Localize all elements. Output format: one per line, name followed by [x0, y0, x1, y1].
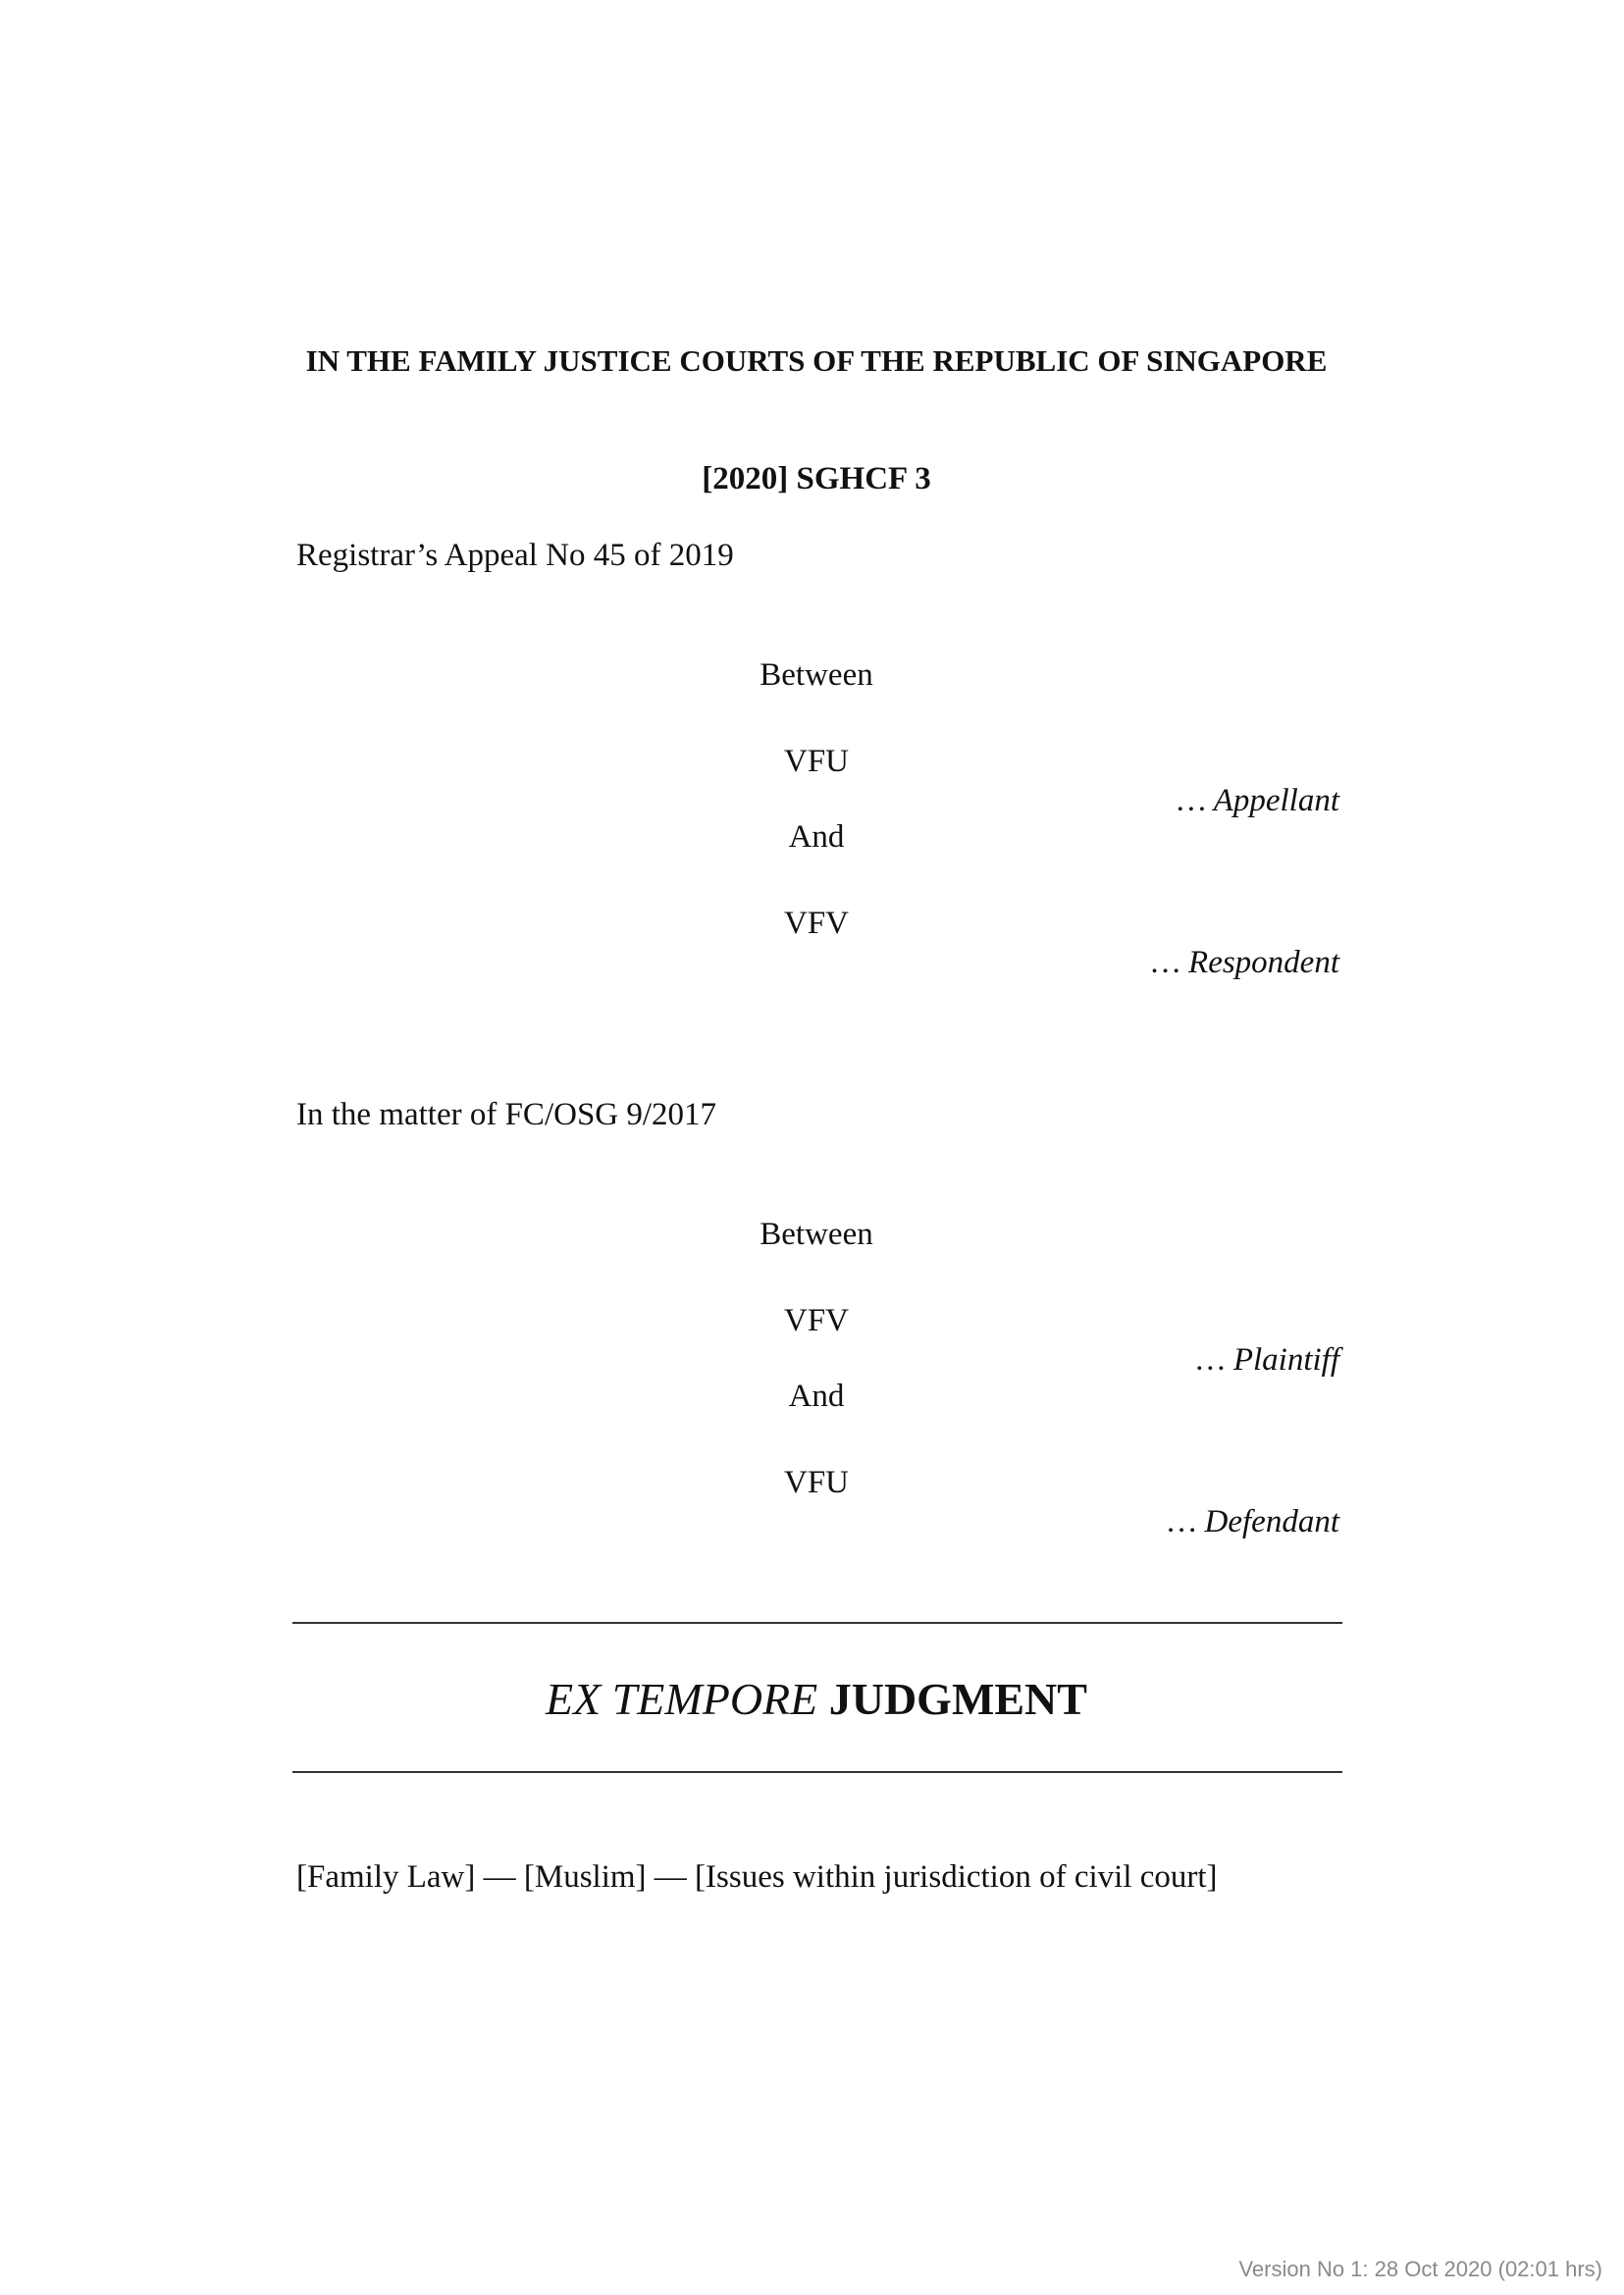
- appeal-between: Between: [760, 657, 873, 693]
- matter-between: Between: [760, 1217, 873, 1252]
- judgment-title-italic: EX TEMPORE: [546, 1674, 818, 1724]
- matter-role-defendant: … Defendant: [1167, 1504, 1339, 1539]
- matter-title: In the matter of FC/OSG 9/2017: [296, 1097, 717, 1132]
- appeal-role-appellant: … Appellant: [1177, 783, 1339, 818]
- divider-top: [292, 1622, 1342, 1624]
- divider-bottom: [292, 1771, 1342, 1773]
- version-stamp: Version No 1: 28 Oct 2020 (02:01 hrs): [1238, 2257, 1602, 2281]
- case-citation: [2020] SGHCF 3: [702, 461, 931, 496]
- appeal-role-respondent: … Respondent: [1151, 945, 1339, 980]
- appeal-party-appellant: VFU: [783, 744, 850, 779]
- judgment-title: [546, 1673, 1087, 1725]
- matter-and: And: [788, 1379, 845, 1414]
- matter-party-defendant: VFU: [783, 1465, 850, 1500]
- judgment-title-bold: JUDGMENT: [828, 1674, 1087, 1724]
- catchwords: [Family Law] — [Muslim] — [Issues within jurisdiction of civil court]: [296, 1859, 1218, 1895]
- appeal-party-respondent: VFV: [783, 906, 850, 941]
- appeal-and: And: [788, 819, 845, 855]
- matter-party-plaintiff: VFV: [783, 1303, 850, 1338]
- matter-role-plaintiff: … Plaintiff: [1196, 1342, 1339, 1378]
- court-title: IN THE FAMILY JUSTICE COURTS OF THE REPUBLIC OF SINGAPORE: [305, 343, 1328, 378]
- appeal-title: Registrar’s Appeal No 45 of 2019: [296, 538, 734, 573]
